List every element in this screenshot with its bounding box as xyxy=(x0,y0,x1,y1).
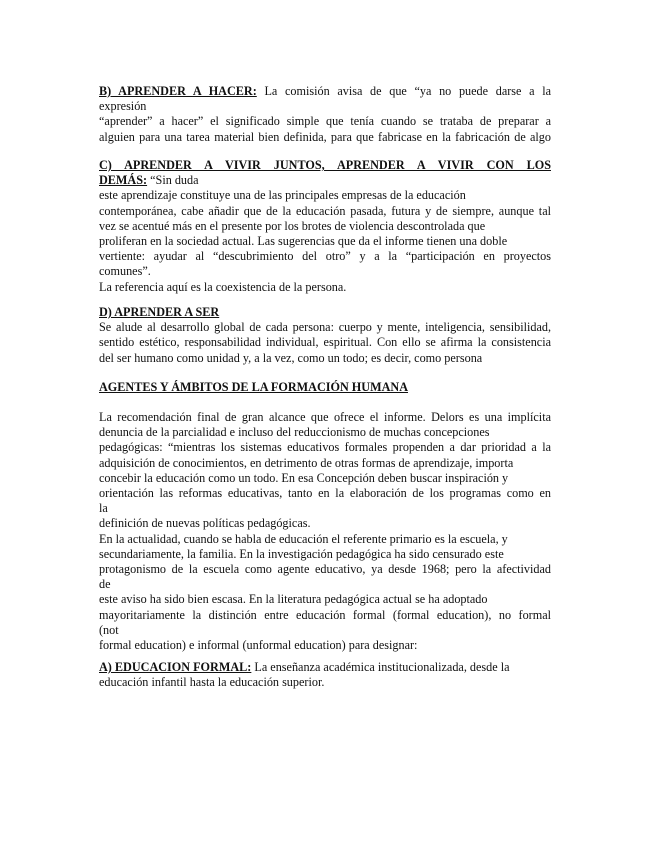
text-line: (not xyxy=(99,622,119,637)
section-educacion-formal xyxy=(99,660,551,690)
section-c-heading-end: DEMÁS: xyxy=(99,173,148,188)
text-line: del ser humano como unidad y, a la vez, como un todo; es decir, como persona xyxy=(99,350,483,365)
text-line: pedagógicas: “mientras los sistemas educativos formales propenden a dar prioridad a la xyxy=(99,440,551,455)
text-line: vez se acentué más en el presente por los brotes de violencia descontrolada que xyxy=(99,218,486,233)
section-c-heading-line2 xyxy=(99,173,551,188)
text-line: comunes”. xyxy=(99,264,151,279)
text-line: contemporánea, cabe añadir que de la educación pasada, futura y de siempre, aunque tal xyxy=(99,203,551,218)
text-line: La referencia aquí es la coexistencia de la persona. xyxy=(99,279,347,294)
section-a-heading: A) EDUCACION FORMAL: xyxy=(99,660,252,674)
text-line: alguien para una tarea material bien definida, para que fabricase en la fabricación de algo xyxy=(99,129,551,144)
text-line: proliferan en la sociedad actual. Las sugerencias que da el informe tienen una doble xyxy=(99,234,508,249)
text-line: concebir la educación como un todo. En esa Concepción deben buscar inspiración y xyxy=(99,470,509,485)
text-line: adquisición de conocimientos, en detrimento de otras formas de aprendizaje, importa xyxy=(99,455,514,470)
text-line: secundariamente, la familia. En la investigación pedagógica ha sido censurado este xyxy=(99,546,504,561)
text-line: Se alude al desarrollo global de cada persona: cuerpo y mente, inteligencia, sensibilidad, xyxy=(99,320,551,335)
text-line: expresión xyxy=(99,99,147,114)
agentes-heading: AGENTES Y ÁMBITOS DE LA FORMACIÓN HUMANA xyxy=(99,380,409,394)
section-agentes xyxy=(99,380,551,395)
text-line: En la actualidad, cuando se habla de educación el referente primario es la escuela, y xyxy=(99,531,508,546)
text-line: mayoritariamente la distinción entre educación formal (formal education), no formal xyxy=(99,607,551,622)
text-line: este aprendizaje constituye una de las principales empresas de la educación xyxy=(99,188,466,203)
text-line: la xyxy=(99,501,108,516)
text-line: La recomendación final de gran alcance que ofrece el informe. Delors es una implícita xyxy=(99,410,551,424)
section-a-first-line xyxy=(99,660,551,675)
text-line: denuncia de la parcialidad e incluso del reduccionismo de muchas concepciones xyxy=(99,425,490,440)
section-c-intro: “Sin duda xyxy=(147,173,199,188)
text-line: este aviso ha sido bien escasa. En la literatura pedagógica actual se ha adoptado xyxy=(99,592,488,607)
section-b-first-line xyxy=(99,84,551,99)
section-c-heading: C) APRENDER A VIVIR JUNTOS, APRENDER A VIVIR CON LOS xyxy=(99,158,551,172)
text-line: de xyxy=(99,577,111,592)
section-b-text: La comisión avisa de que “ya no puede darse a la xyxy=(256,84,551,98)
text-line: educación infantil hasta la educación superior. xyxy=(99,675,325,690)
text-line: protagonismo de la escuela como agente educativo, ya desde 1968; pero la afectividad xyxy=(99,562,551,577)
agentes-body xyxy=(99,410,551,653)
section-b-heading: B) APRENDER A HACER: xyxy=(99,84,257,98)
text-line: vertiente: ayudar al “descubrimiento del otro” y a la “participación en proyectos xyxy=(99,249,551,264)
text-line: formal education) e informal (unformal education) para designar: xyxy=(99,638,418,653)
section-aprender-a-ser xyxy=(99,305,551,366)
section-d-heading: D) APRENDER A SER xyxy=(99,305,220,319)
text-line: orientación las reformas educativas, tanto en la elaboración de los programas como en xyxy=(99,486,551,501)
text-line: definición de nuevas políticas pedagógicas. xyxy=(99,516,311,531)
section-a-text: La enseñanza académica institucionalizada, desde la xyxy=(251,660,510,674)
text-line: sentido estético, responsabilidad individual, espiritual. Con ello se afirma la consistencia xyxy=(99,335,551,350)
text-line: “aprender” a hacer” el significado simple que tenía cuando se trataba de preparar a xyxy=(99,114,551,129)
section-aprender-a-vivir-juntos xyxy=(99,158,551,295)
section-aprender-a-hacer xyxy=(99,84,551,145)
